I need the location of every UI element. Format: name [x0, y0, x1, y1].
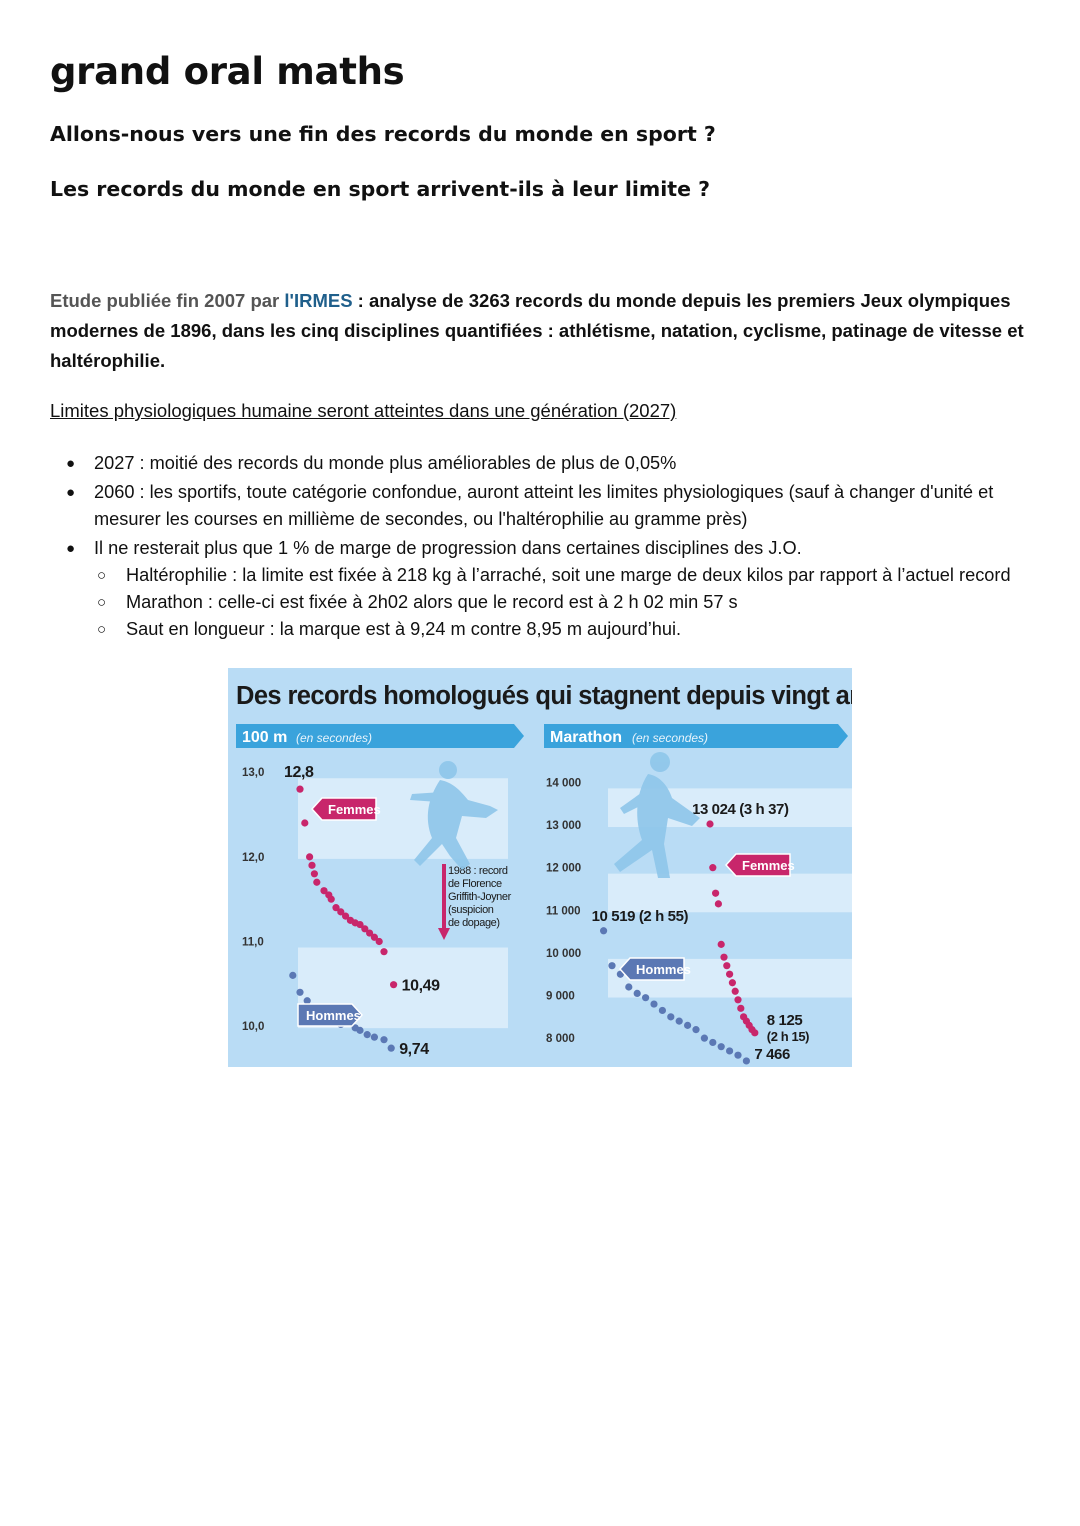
annotation-bar	[442, 864, 446, 928]
data-label: 9,74	[399, 1041, 429, 1059]
data-point	[723, 962, 730, 969]
data-point	[720, 954, 727, 961]
data-point	[311, 870, 318, 877]
data-label: 7 466	[754, 1045, 790, 1063]
annotation-line: (suspicion	[448, 904, 494, 916]
legend-femmes-marathon-label: Femmes	[742, 858, 795, 873]
data-point	[709, 864, 716, 871]
data-point	[709, 1039, 716, 1046]
annotation-line: de dopage)	[448, 917, 500, 929]
data-point	[313, 879, 320, 886]
legend-hommes-100m-label: Hommes	[306, 1008, 361, 1023]
data-point	[380, 948, 387, 955]
study-paragraph	[50, 286, 1040, 376]
data-point	[301, 819, 308, 826]
data-label: 10,49	[401, 977, 440, 995]
list-item: ● 2027 : moitié des records du monde plus améliorables de plus de 0,05%	[50, 450, 1050, 477]
data-point	[751, 1029, 758, 1036]
data-point	[308, 862, 315, 869]
data-point	[625, 983, 632, 990]
data-point	[701, 1035, 708, 1042]
data-label: 12,8	[284, 764, 314, 782]
data-point	[706, 820, 713, 827]
legend-hommes-marathon-label: Hommes	[636, 962, 691, 977]
list-item	[50, 535, 1050, 643]
data-point	[718, 1043, 725, 1050]
y-tick-label: 12 000	[546, 862, 582, 875]
chart-title: Des records homologués qui stagnent depuis vingt ans	[236, 682, 852, 710]
data-label: 8 125	[766, 1011, 803, 1029]
data-point	[388, 1045, 395, 1052]
panel-marathon-unit: (en secondes)	[632, 731, 709, 745]
sub-list-item: ○ Haltérophilie : la limite est fixée à 218 kg à l’arraché, soit une marge de deux kilos par rapport à l’actuel record	[50, 562, 1050, 589]
data-point	[734, 1052, 741, 1059]
sub-list-item: ○ Saut en longueur : la marque est à 9,24 m contre 8,95 m aujourd’hui.	[50, 616, 1050, 643]
panel-100m-unit: (en secondes)	[296, 731, 373, 745]
y-tick-label: 11 000	[546, 905, 581, 918]
y-tick-label: 12,0	[242, 851, 265, 864]
study-text: : analyse de 3263 records du monde depuis les premiers Jeux olympiques modernes de 1896, dans les cinq disciplines quantifiées : athlétisme, natation, cyclisme, patinage de vitesse et haltérophilie.	[50, 290, 1024, 371]
data-point	[328, 896, 335, 903]
subtitle-question-1: Allons-nous vers une fin des records du monde en sport ?	[50, 122, 716, 146]
bullet-list	[50, 450, 1050, 645]
panel-100m-title: 100 m	[242, 729, 288, 746]
data-point	[676, 1018, 683, 1025]
chart-band	[608, 874, 852, 913]
data-point	[692, 1026, 699, 1033]
data-label: 13 024 (3 h 37)	[692, 800, 789, 818]
y-tick-label: 9 000	[546, 990, 575, 1003]
data-point	[734, 996, 741, 1003]
data-point	[729, 979, 736, 986]
limits-heading: Limites physiologiques humaine seront atteintes dans une génération (2027)	[50, 400, 677, 421]
y-tick-label: 13,0	[242, 767, 265, 780]
y-tick-label: 13 000	[546, 820, 582, 833]
data-point	[642, 994, 649, 1001]
y-tick-label: 11,0	[242, 936, 264, 949]
data-label: 10 519 (2 h 55)	[591, 907, 689, 925]
irmes-link[interactable]: l'IRMES	[284, 290, 353, 311]
data-point	[600, 927, 607, 934]
y-tick-label: 14 000	[546, 777, 582, 790]
data-point	[364, 1031, 371, 1038]
data-point	[667, 1013, 674, 1020]
data-point	[380, 1036, 387, 1043]
data-point	[296, 786, 303, 793]
data-point	[376, 938, 383, 945]
data-point	[390, 981, 397, 988]
data-point	[650, 1000, 657, 1007]
annotation-line: Griffith-Joyner	[448, 891, 511, 903]
study-prefix: Etude publiée fin 2007 par	[50, 290, 285, 311]
records-chart-svg	[228, 668, 852, 1067]
list-item: ● 2060 : les sportifs, toute catégorie confondue, auront atteint les limites physiologiques (sauf à changer d'unité et mesurer les courses en millième de secondes, ou l'haltérophilie au gramme près)	[50, 479, 1050, 533]
data-point	[356, 1027, 363, 1034]
subtitle-question-2: Les records du monde en sport arrivent-ils à leur limite ?	[50, 177, 711, 201]
data-point	[684, 1022, 691, 1029]
data-point	[715, 900, 722, 907]
data-point	[296, 989, 303, 996]
annotation-line: 1988 : record	[448, 865, 508, 877]
data-point	[712, 890, 719, 897]
data-point	[718, 941, 725, 948]
sub-bullet-list	[94, 562, 1050, 643]
list-item-text: Il ne resterait plus que 1 % de marge de progression dans certaines disciplines des J.O.	[94, 538, 802, 558]
legend-femmes-100m-label: Femmes	[328, 802, 381, 817]
data-label: (2 h 15)	[766, 1028, 810, 1044]
data-point	[306, 853, 313, 860]
y-tick-label: 8 000	[546, 1033, 575, 1046]
data-point	[634, 990, 641, 997]
data-point	[659, 1007, 666, 1014]
annotation-line: de Florence	[448, 878, 502, 890]
data-point	[608, 962, 615, 969]
data-point	[289, 972, 296, 979]
data-point	[726, 971, 733, 978]
data-point	[743, 1057, 750, 1064]
y-tick-label: 10,0	[242, 1021, 265, 1034]
records-infographic	[228, 668, 852, 1067]
data-point	[737, 1005, 744, 1012]
page-title: grand oral maths	[50, 50, 405, 93]
data-point	[726, 1047, 733, 1054]
data-point	[732, 988, 739, 995]
sub-list-item: ○ Marathon : celle-ci est fixée à 2h02 alors que le record est à 2 h 02 min 57 s	[50, 589, 1050, 616]
data-point	[371, 1034, 378, 1041]
panel-marathon-title: Marathon	[550, 729, 622, 746]
y-tick-label: 10 000	[546, 947, 582, 960]
